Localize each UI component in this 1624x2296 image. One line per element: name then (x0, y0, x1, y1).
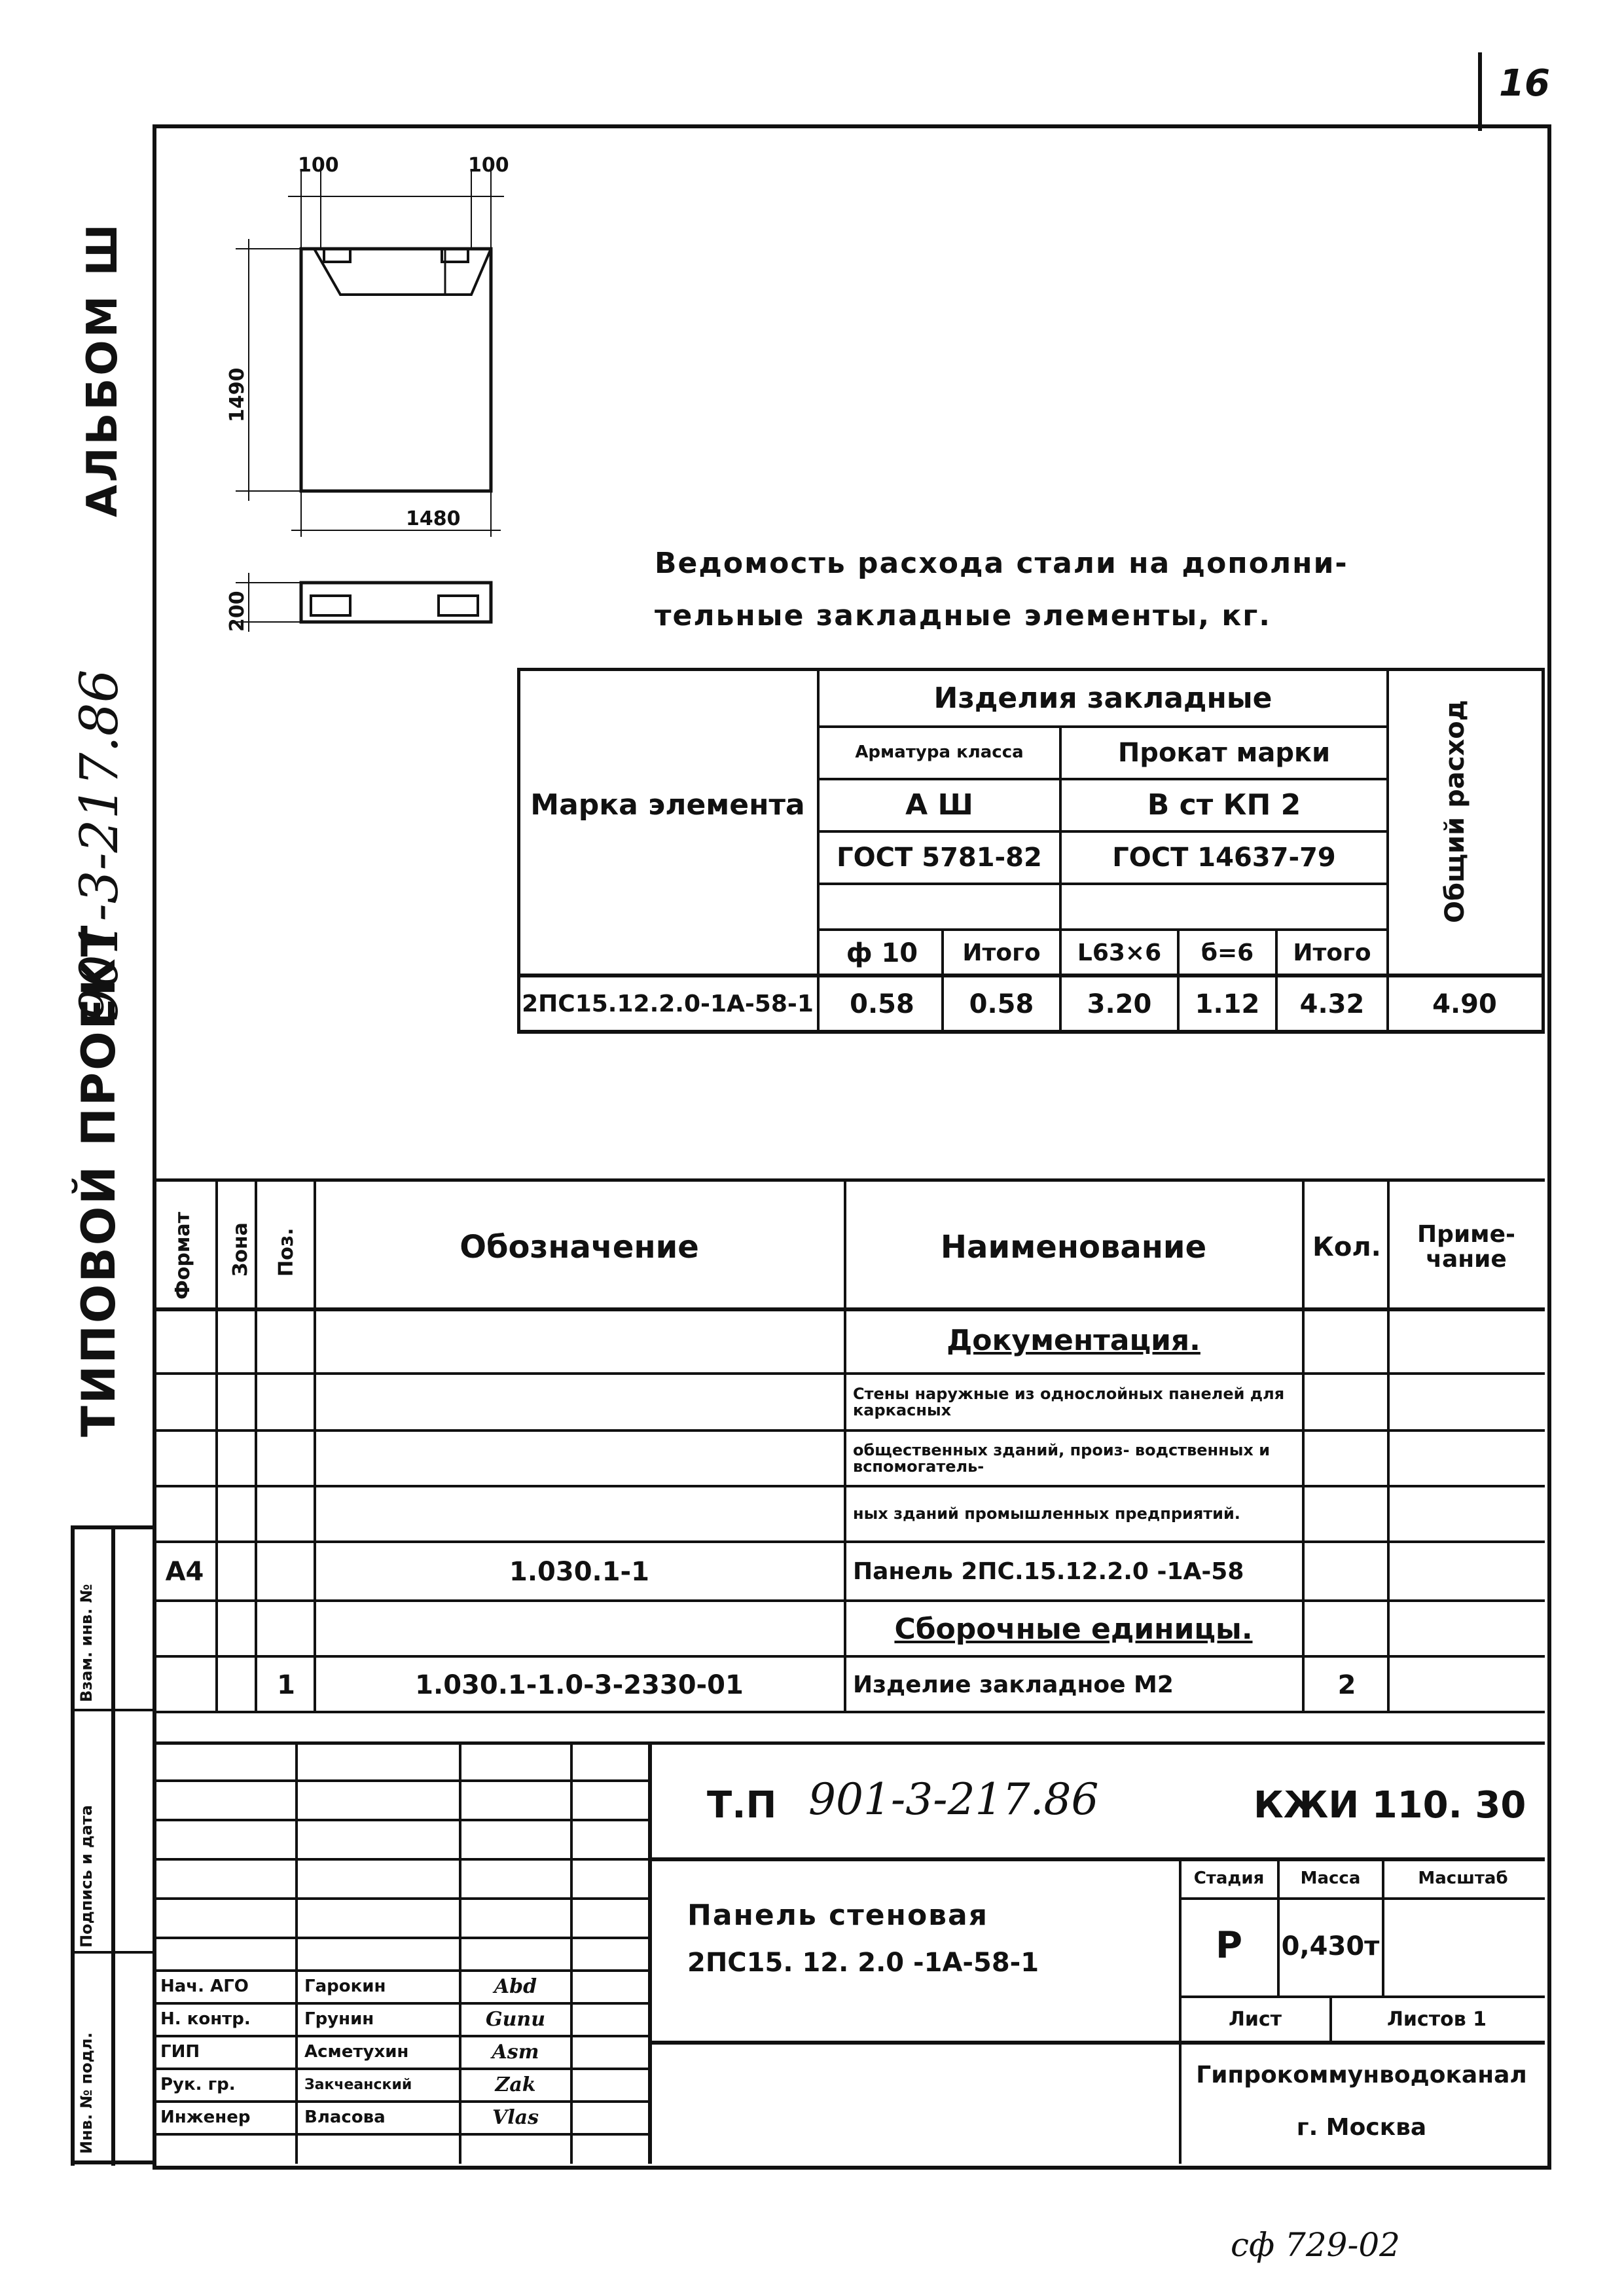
title-project-prefix: Т.П (707, 1784, 777, 1827)
spec-header-qty: Кол. (1312, 1232, 1381, 1262)
dim-height-1490: 1490 (226, 367, 249, 422)
staff-role: Рук. гр. (160, 2075, 236, 2095)
schedule-header-total: Общий расход (1440, 699, 1470, 923)
sheet-number: 16 (1499, 62, 1550, 105)
schedule-header-a3: А Ш (905, 788, 973, 822)
title-sheet-label: Лист (1228, 2008, 1282, 2032)
binding-strip-line (111, 1525, 115, 2166)
schedule-header-gost1: ГОСТ 5781-82 (837, 843, 1042, 873)
schedule-sub-total1: Итого (962, 939, 1041, 967)
sheet-number-box (1478, 52, 1482, 131)
title-line1: Панель стеновая (687, 1899, 988, 1932)
title-doc-code: КЖИ 110. 30 (1254, 1784, 1526, 1827)
spec-header-designation: Обозначение (460, 1228, 699, 1266)
staff-role: Инженер (160, 2107, 251, 2128)
schedule-row-total1: 0.58 (969, 989, 1034, 1019)
spec-row-qty: 2 (1337, 1670, 1356, 1700)
dim-left-100: 100 (298, 154, 339, 177)
title-stage-value: Р (1215, 1924, 1243, 1967)
schedule-title-line1: Ведомость расхода стали на дополни- (655, 547, 1348, 580)
title-line2: 2ПС15. 12. 2.0 -1А-58-1 (687, 1948, 1039, 1978)
spec-row-section-assembly: Сборочные единицы. (894, 1612, 1253, 1646)
binding-strip-top (71, 1525, 156, 1529)
bottom-stamp: сф 729-02 (1231, 2226, 1400, 2264)
title-project-code: 901-3-217.86 (808, 1774, 1099, 1825)
schedule-row-phi10: 0.58 (850, 989, 914, 1019)
schedule-header-reinf-class: Арматура класса (855, 742, 1024, 763)
schedule-header-gost2: ГОСТ 14637-79 (1112, 843, 1336, 873)
schedule-sub-total2: Итого (1293, 939, 1371, 967)
dim-width-1480: 1480 (406, 507, 461, 530)
spec-row-designation-doc: 1.030.1-1 (509, 1556, 649, 1587)
spec-row-name-panel: Панель 2ПС.15.12.2.0 -1А-58 (853, 1558, 1244, 1585)
spec-row-designation-item: 1.030.1-1.0-3-2330-01 (415, 1670, 744, 1700)
panel-drawing (183, 144, 681, 655)
title-mass-value: 0,430т (1281, 1931, 1380, 1961)
dim-thickness-200: 200 (226, 591, 249, 632)
staff-signature: Vlas (492, 2106, 539, 2130)
spec-row-section-docs: Документация. (947, 1323, 1200, 1357)
title-mass-label: Масса (1300, 1868, 1361, 1889)
spec-header-zone: Зона (229, 1222, 252, 1277)
spec-header-pos: Поз. (275, 1228, 298, 1277)
spec-header-note: Приме- чание (1417, 1221, 1515, 1273)
dim-right-100: 100 (468, 154, 509, 177)
typical-project-label: ТИПОВОЙ ПРОЕКТ (72, 923, 126, 1437)
strip-label-sign-date: Подпись и дата (77, 1805, 96, 1948)
schedule-header-embedded: Изделия закладные (933, 682, 1272, 716)
album-label: АЛЬБОМ Ш (79, 221, 127, 517)
staff-name: Власова (304, 2107, 386, 2128)
title-sheets-label: Листов 1 (1386, 2008, 1487, 2032)
schedule-row-plate: 1.12 (1195, 989, 1260, 1019)
schedule-row-mark: 2ПС15.12.2.0-1А-58-1 (522, 991, 814, 1018)
strip-label-inv: Инв. № подл. (77, 2032, 96, 2154)
schedule-title-line2: тельные закладные элементы, кг. (655, 599, 1271, 632)
title-scale-label: Масштаб (1418, 1868, 1508, 1889)
title-org-line1: Гипрокоммунводоканал (1196, 2062, 1527, 2089)
schedule-row-angle: 3.20 (1087, 989, 1152, 1019)
spec-header-name: Наименование (940, 1228, 1207, 1266)
staff-role: ГИП (160, 2042, 200, 2062)
staff-role: Н. контр. (160, 2009, 251, 2030)
staff-name: Грунин (304, 2009, 374, 2030)
binding-strip-line-outer (71, 1525, 75, 2166)
schedule-sub-angle: L63×6 (1077, 939, 1162, 967)
spec-row-text1: Стены наружные из однослойных панелей для каркасных (853, 1384, 1285, 1419)
title-org-line2: г. Москва (1296, 2114, 1427, 2141)
staff-signature: Zak (495, 2073, 536, 2097)
staff-signature: Gunu (485, 2008, 546, 2032)
schedule-sub-phi10: ф 10 (846, 938, 918, 968)
staff-name: Закчеанский (304, 2077, 412, 2094)
strip-label-replace: Взам. инв. № (77, 1584, 96, 1702)
staff-signature: Asm (492, 2041, 539, 2064)
spec-row-text3: ных зданий промышленных предприятий. (853, 1504, 1240, 1523)
schedule-header-mark: Марка элемента (530, 788, 805, 822)
spec-row-pos-1: 1 (277, 1670, 295, 1700)
spec-row-name-item: Изделие закладное М2 (853, 1671, 1174, 1699)
staff-name: Гарокин (304, 1977, 386, 1997)
schedule-header-rolled-grade: Прокат марки (1117, 738, 1331, 768)
spec-row-format-a4: А4 (165, 1556, 204, 1587)
binding-strip-div2 (71, 1951, 156, 1954)
schedule-sub-plate: б=6 (1200, 939, 1254, 967)
schedule-row-grand-total: 4.90 (1432, 989, 1497, 1019)
margin-project-code: 901-3-217.86 (69, 669, 130, 1021)
staff-role: Нач. АГО (160, 1977, 249, 1997)
binding-strip-div1 (71, 1709, 156, 1711)
spec-row-text2: общественных зданий, произ- водственных и вспомогатель- (853, 1440, 1271, 1476)
binding-strip-bottom (71, 2160, 156, 2164)
staff-name: Асметухин (304, 2042, 409, 2062)
title-stage-label: Стадия (1193, 1868, 1265, 1889)
schedule-header-steel-grade: В ст КП 2 (1147, 788, 1301, 822)
staff-signature: Abd (494, 1975, 537, 1999)
spec-header-format: Формат (171, 1212, 194, 1300)
schedule-row-total2: 4.32 (1299, 989, 1365, 1019)
